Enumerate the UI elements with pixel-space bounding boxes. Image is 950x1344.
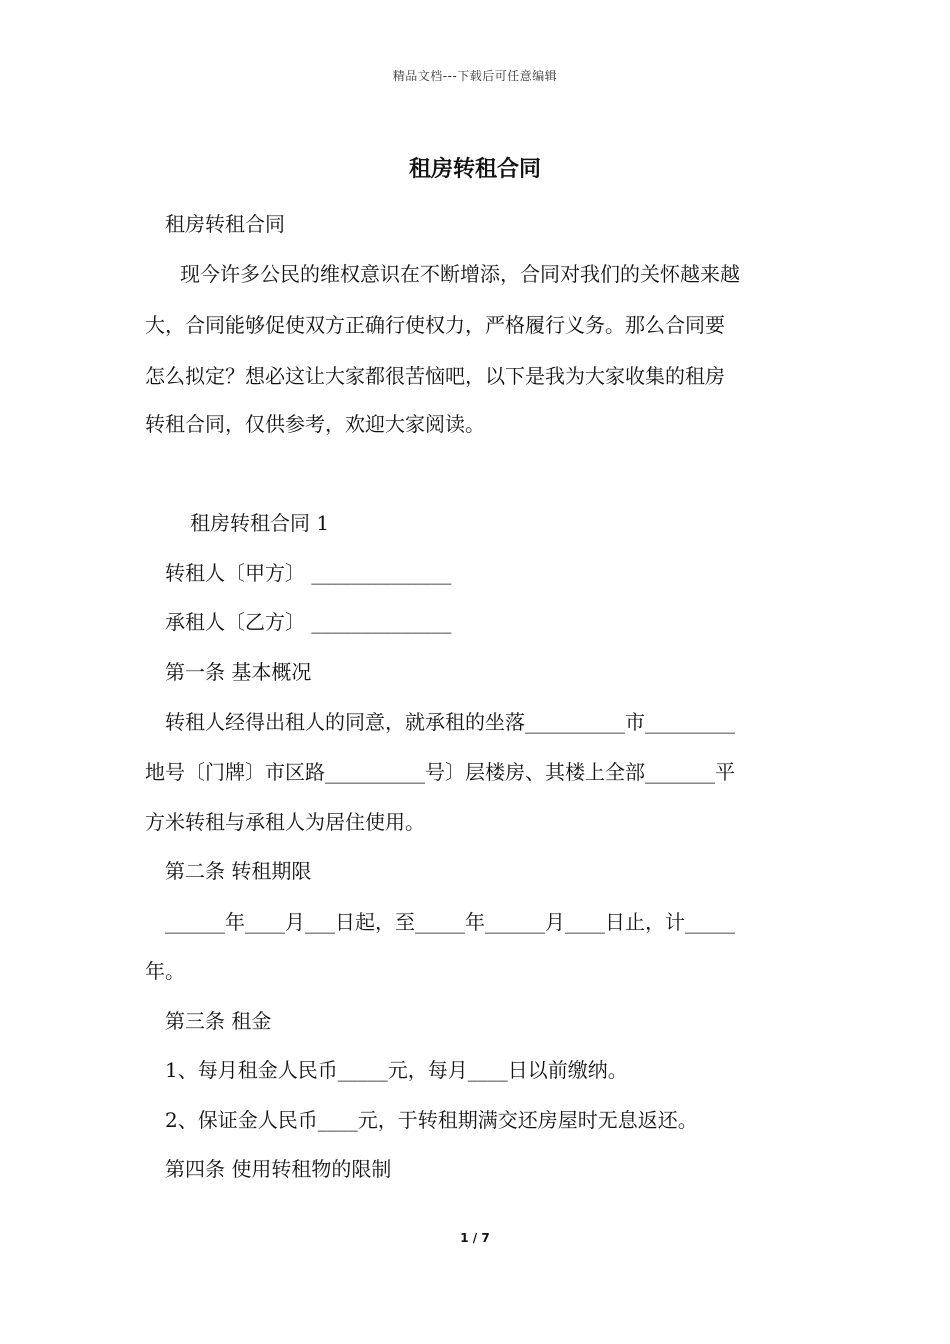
article-2-line-2: 年。 <box>145 959 185 983</box>
intro-line-2: 大，合同能够促使双方正确行使权力，严格履行义务。那么合同要 <box>145 313 725 337</box>
article-1-line-3: 方米转租与承租人为居住使用。 <box>145 810 425 834</box>
article-2-line-1: ______年____月___日起，至_____年______月____日止，计_____ <box>165 910 735 934</box>
subtitle: 租房转租合同 <box>165 212 285 236</box>
intro-line-3: 怎么拟定？想必这让大家都很苦恼吧，以下是我为大家收集的租房 <box>145 364 725 388</box>
article-4-title: 第四条 使用转租物的限制 <box>165 1157 392 1181</box>
article-1-line-1: 转租人经得出租人的同意，就承租的坐落__________市_________ <box>165 710 735 734</box>
page-number: 1 / 7 <box>460 1231 490 1245</box>
page-header: 精品文档---下载后可任意编辑 <box>392 69 558 83</box>
intro-line-4: 转租合同，仅供参考，欢迎大家阅读。 <box>145 412 485 436</box>
article-1-line-2: 地号〔门牌〕市区路__________号〕层楼房、其楼上全部_______平 <box>145 760 735 784</box>
intro-line-1: 现今许多公民的维权意识在不断增添，合同对我们的关怀越来越 <box>180 262 740 286</box>
article-2-title: 第二条 转租期限 <box>165 859 312 883</box>
article-3-item-2: 2、保证金人民币____元，于转租期满交还房屋时无息返还。 <box>165 1108 698 1132</box>
party-b-line: 承租人〔乙方〕 ______________ <box>165 610 452 634</box>
contract-heading: 租房转租合同 1 <box>190 511 330 535</box>
article-3-item-1: 1、每月租金人民币_____元，每月____日以前缴纳。 <box>165 1058 628 1082</box>
article-1-title: 第一条 基本概况 <box>165 660 312 684</box>
document-title: 租房转租合同 <box>408 157 541 182</box>
article-3-title: 第三条 租金 <box>165 1009 272 1033</box>
party-a-line: 转租人〔甲方〕 ______________ <box>165 561 452 585</box>
